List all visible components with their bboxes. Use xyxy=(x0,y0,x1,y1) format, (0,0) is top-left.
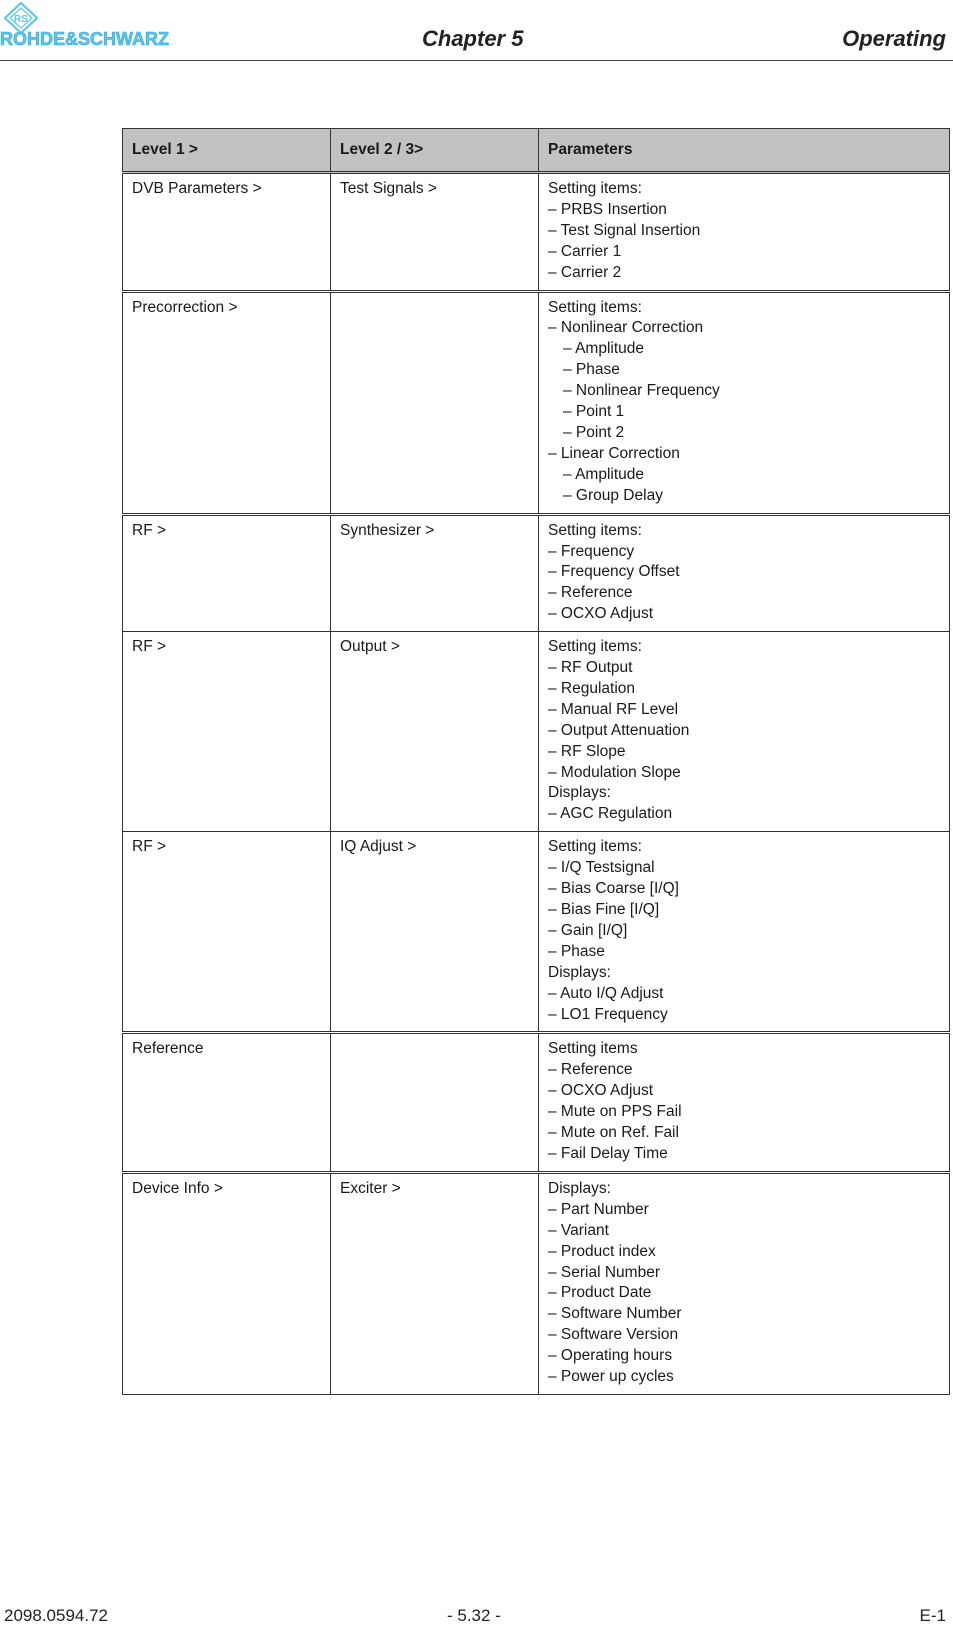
parameter-item: – LO1 Frequency xyxy=(548,1005,668,1023)
level2-cell: Output > xyxy=(331,632,539,832)
level2-cell xyxy=(331,1033,539,1172)
revision-label: E-1 xyxy=(919,1606,946,1625)
parameter-item: Setting items: xyxy=(548,838,642,856)
menu-structure-table xyxy=(122,128,950,1395)
level1-cell: RF > xyxy=(123,632,331,832)
parameter-item: – Frequency xyxy=(548,542,635,560)
parameter-item: Displays: xyxy=(548,963,611,981)
parameter-item: – AGC Regulation xyxy=(548,805,673,823)
level2-cell: IQ Adjust > xyxy=(331,832,539,1033)
table-row xyxy=(123,291,950,514)
level1-cell: RF > xyxy=(123,832,331,1033)
parameter-item: Displays: xyxy=(548,1179,611,1197)
parameter-item: – Power up cycles xyxy=(548,1368,674,1386)
page-number: - 5.32 - xyxy=(447,1606,501,1625)
parameter-item: – Operating hours xyxy=(548,1347,673,1365)
parameters-cell xyxy=(539,832,950,1033)
parameter-item: – Serial Number xyxy=(548,1263,660,1281)
section-title: Operating xyxy=(842,26,946,51)
parameter-item: – Carrier 1 xyxy=(548,242,622,260)
parameter-item: – RF Slope xyxy=(548,742,626,760)
header-divider xyxy=(0,60,953,61)
level2-cell: Test Signals > xyxy=(331,173,539,292)
parameter-item: – Fail Delay Time xyxy=(548,1144,668,1162)
parameter-item: – Frequency Offset xyxy=(548,563,680,581)
parameter-item: – Nonlinear Frequency xyxy=(563,382,720,400)
table-row xyxy=(123,173,950,292)
parameter-item: – Gain [I/Q] xyxy=(548,921,628,939)
parameter-item: – Amplitude xyxy=(563,465,644,483)
parameter-item: Setting items xyxy=(548,1040,638,1058)
parameter-item: – Reference xyxy=(548,1061,633,1079)
parameter-item: – Bias Fine [I/Q] xyxy=(548,901,660,918)
level2-cell xyxy=(331,291,539,514)
parameter-item: – OCXO Adjust xyxy=(548,605,654,623)
parameters-cell xyxy=(539,514,950,632)
parameter-item: Setting items: xyxy=(548,638,642,656)
table-body xyxy=(123,173,950,1395)
parameter-item: – Amplitude xyxy=(563,340,644,358)
parameter-item: Setting items: xyxy=(548,298,642,316)
parameter-item: – Manual RF Level xyxy=(548,700,679,718)
parameter-item: – Mute on PPS Fail xyxy=(548,1103,682,1121)
rohde-schwarz-logo xyxy=(0,2,230,54)
header-level2: Level 2 / 3> xyxy=(331,129,539,173)
parameter-item: – Product index xyxy=(548,1242,656,1260)
parameters-cell xyxy=(539,173,950,292)
parameter-item: Displays: xyxy=(548,784,611,802)
parameter-item: – Mute on Ref. Fail xyxy=(548,1124,679,1142)
parameter-item: – Product Date xyxy=(548,1284,652,1302)
level1-cell: Precorrection > xyxy=(123,291,331,514)
table-header-row xyxy=(123,129,950,173)
parameter-item: – Auto I/Q Adjust xyxy=(548,984,664,1002)
parameter-item: – RF Output xyxy=(548,659,633,677)
parameter-item: – Regulation xyxy=(548,679,636,697)
level2-cell: Exciter > xyxy=(331,1172,539,1394)
parameter-item: – Point 2 xyxy=(563,423,625,441)
table-row xyxy=(123,1033,950,1172)
header-level1: Level 1 > xyxy=(123,129,331,173)
table-row xyxy=(123,632,950,832)
parameter-item: – I/Q Testsignal xyxy=(548,859,655,877)
level2-cell: Synthesizer > xyxy=(331,514,539,632)
parameters-cell xyxy=(539,632,950,832)
parameter-item: – Carrier 2 xyxy=(548,263,622,281)
document-number: 2098.0594.72 xyxy=(4,1606,108,1625)
parameter-item: – OCXO Adjust xyxy=(548,1082,654,1100)
parameter-item: – Nonlinear Correction xyxy=(548,319,704,337)
parameter-item: – Part Number xyxy=(548,1200,649,1218)
parameter-item: – Point 1 xyxy=(563,403,625,421)
parameter-item: – Reference xyxy=(548,584,633,602)
level1-cell: RF > xyxy=(123,514,331,632)
parameter-item: – Bias Coarse [I/Q] xyxy=(548,880,679,898)
parameter-item: – Group Delay xyxy=(563,486,663,504)
parameter-item: – Modulation Slope xyxy=(548,763,681,781)
parameter-item: Setting items: xyxy=(548,180,642,197)
chapter-title: Chapter 5 xyxy=(422,26,524,51)
table-row xyxy=(123,832,950,1033)
level1-cell: DVB Parameters > xyxy=(123,173,331,292)
parameter-item: – Phase xyxy=(548,942,605,960)
parameter-item: Setting items: xyxy=(548,521,642,539)
level1-cell: Reference xyxy=(123,1033,331,1172)
table-row xyxy=(123,514,950,632)
table-row xyxy=(123,1172,950,1394)
parameter-item: – Output Attenuation xyxy=(548,721,690,739)
parameter-item: – PRBS Insertion xyxy=(548,200,667,218)
svg-text:RS: RS xyxy=(14,14,28,25)
parameter-item: – Software Number xyxy=(548,1305,682,1323)
parameters-cell xyxy=(539,1172,950,1394)
parameter-item: – Test Signal Insertion xyxy=(548,221,701,239)
parameters-cell xyxy=(539,291,950,514)
parameter-item: – Software Version xyxy=(548,1326,679,1344)
parameters-cell xyxy=(539,1033,950,1172)
page-header xyxy=(0,0,953,62)
parameter-item: – Phase xyxy=(563,361,620,379)
header-parameters: Parameters xyxy=(539,129,950,173)
level1-cell: Device Info > xyxy=(123,1172,331,1394)
parameter-item: – Variant xyxy=(548,1221,609,1239)
logo-wordmark: ROHDE&SCHWARZ xyxy=(0,29,169,49)
parameter-item: – Linear Correction xyxy=(548,444,680,462)
